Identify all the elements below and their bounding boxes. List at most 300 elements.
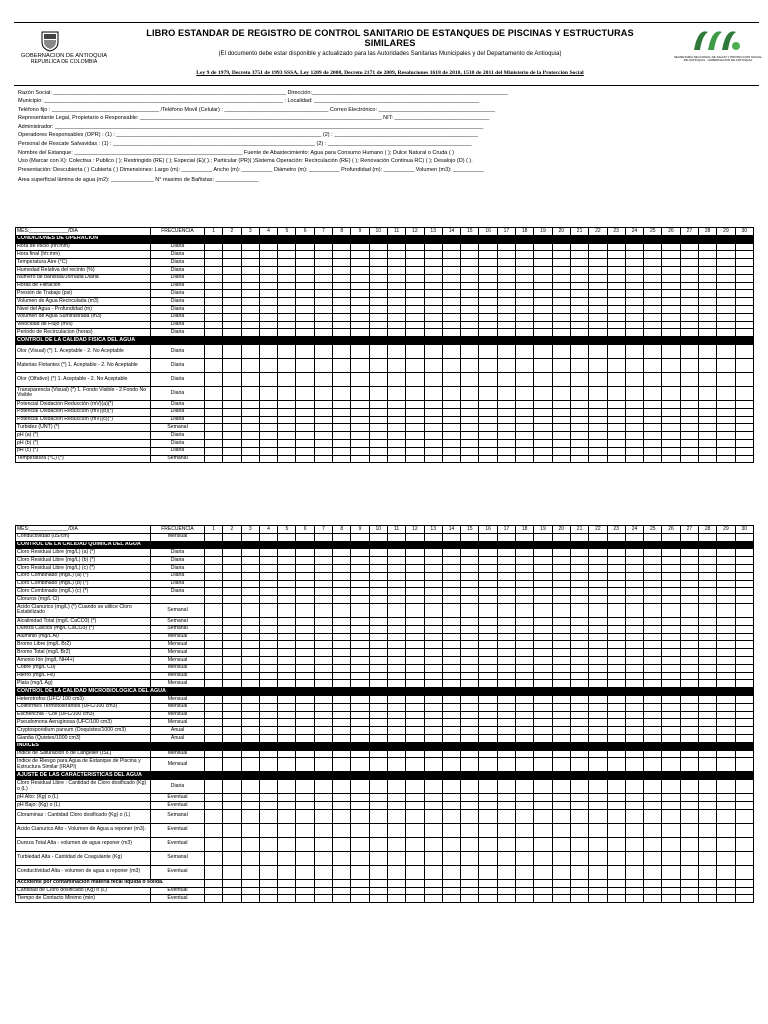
day-entry-cell[interactable] <box>241 290 259 298</box>
day-entry-cell[interactable] <box>625 580 643 588</box>
day-entry-cell[interactable] <box>406 837 424 851</box>
day-entry-cell[interactable] <box>369 617 387 625</box>
day-entry-cell[interactable] <box>424 298 442 306</box>
day-entry-cell[interactable] <box>278 596 296 604</box>
day-entry-cell[interactable] <box>461 416 479 424</box>
day-entry-cell[interactable] <box>662 344 680 358</box>
day-entry-cell[interactable] <box>442 564 460 572</box>
day-entry-cell[interactable] <box>497 243 515 251</box>
day-entry-cell[interactable] <box>497 656 515 664</box>
day-entry-cell[interactable] <box>552 329 570 337</box>
day-entry-cell[interactable] <box>333 680 351 688</box>
day-entry-cell[interactable] <box>461 823 479 837</box>
day-entry-cell[interactable] <box>735 865 753 879</box>
day-entry-cell[interactable] <box>296 895 314 903</box>
day-entry-cell[interactable] <box>424 734 442 742</box>
day-entry-cell[interactable] <box>278 329 296 337</box>
day-entry-cell[interactable] <box>369 649 387 657</box>
day-entry-cell[interactable] <box>369 794 387 802</box>
day-entry-cell[interactable] <box>570 400 588 408</box>
day-entry-cell[interactable] <box>406 851 424 865</box>
day-entry-cell[interactable] <box>662 641 680 649</box>
day-entry-cell[interactable] <box>259 408 277 416</box>
day-entry-cell[interactable] <box>662 243 680 251</box>
day-entry-cell[interactable] <box>241 703 259 711</box>
day-entry-cell[interactable] <box>241 649 259 657</box>
day-entry-cell[interactable] <box>442 243 460 251</box>
day-entry-cell[interactable] <box>516 887 534 895</box>
day-entry-cell[interactable] <box>241 865 259 879</box>
day-entry-cell[interactable] <box>461 344 479 358</box>
day-entry-cell[interactable] <box>296 274 314 282</box>
day-entry-cell[interactable] <box>333 432 351 440</box>
day-entry-cell[interactable] <box>314 780 332 794</box>
day-entry-cell[interactable] <box>461 703 479 711</box>
day-entry-cell[interactable] <box>699 266 717 274</box>
day-entry-cell[interactable] <box>259 588 277 596</box>
day-entry-cell[interactable] <box>296 282 314 290</box>
day-entry-cell[interactable] <box>570 656 588 664</box>
day-entry-cell[interactable] <box>296 801 314 809</box>
day-entry-cell[interactable] <box>333 879 351 887</box>
day-entry-cell[interactable] <box>479 455 497 463</box>
day-entry-cell[interactable] <box>259 617 277 625</box>
day-entry-cell[interactable] <box>497 408 515 416</box>
day-entry-cell[interactable] <box>662 298 680 306</box>
day-entry-cell[interactable] <box>387 432 405 440</box>
day-entry-cell[interactable] <box>461 664 479 672</box>
day-entry-cell[interactable] <box>644 851 662 865</box>
day-entry-cell[interactable] <box>644 734 662 742</box>
day-entry-cell[interactable] <box>680 794 698 802</box>
day-entry-cell[interactable] <box>259 447 277 455</box>
day-entry-cell[interactable] <box>534 321 552 329</box>
day-entry-cell[interactable] <box>589 801 607 809</box>
day-entry-cell[interactable] <box>296 727 314 735</box>
day-entry-cell[interactable] <box>534 416 552 424</box>
day-entry-cell[interactable] <box>644 274 662 282</box>
day-entry-cell[interactable] <box>717 617 735 625</box>
day-entry-cell[interactable] <box>259 549 277 557</box>
day-entry-cell[interactable] <box>625 557 643 565</box>
day-entry-cell[interactable] <box>461 386 479 400</box>
day-entry-cell[interactable] <box>351 851 369 865</box>
day-entry-cell[interactable] <box>278 372 296 386</box>
day-entry-cell[interactable] <box>314 727 332 735</box>
day-entry-cell[interactable] <box>644 344 662 358</box>
day-entry-cell[interactable] <box>314 588 332 596</box>
day-entry-cell[interactable] <box>461 580 479 588</box>
day-entry-cell[interactable] <box>223 266 241 274</box>
day-entry-cell[interactable] <box>607 274 625 282</box>
day-entry-cell[interactable] <box>442 837 460 851</box>
day-entry-cell[interactable] <box>369 386 387 400</box>
day-entry-cell[interactable] <box>296 432 314 440</box>
day-entry-cell[interactable] <box>699 603 717 617</box>
day-entry-cell[interactable] <box>424 243 442 251</box>
day-entry-cell[interactable] <box>625 358 643 372</box>
day-entry-cell[interactable] <box>259 727 277 735</box>
day-entry-cell[interactable] <box>589 290 607 298</box>
day-entry-cell[interactable] <box>205 455 223 463</box>
day-entry-cell[interactable] <box>534 695 552 703</box>
day-entry-cell[interactable] <box>479 580 497 588</box>
day-entry-cell[interactable] <box>699 801 717 809</box>
day-entry-cell[interactable] <box>314 711 332 719</box>
day-entry-cell[interactable] <box>735 549 753 557</box>
day-entry-cell[interactable] <box>314 680 332 688</box>
day-entry-cell[interactable] <box>625 837 643 851</box>
day-entry-cell[interactable] <box>570 719 588 727</box>
day-entry-cell[interactable] <box>644 432 662 440</box>
day-entry-cell[interactable] <box>406 274 424 282</box>
day-entry-cell[interactable] <box>387 549 405 557</box>
day-entry-cell[interactable] <box>333 580 351 588</box>
day-entry-cell[interactable] <box>589 794 607 802</box>
day-entry-cell[interactable] <box>717 734 735 742</box>
day-entry-cell[interactable] <box>662 695 680 703</box>
day-entry-cell[interactable] <box>534 603 552 617</box>
day-entry-cell[interactable] <box>406 580 424 588</box>
day-entry-cell[interactable] <box>406 887 424 895</box>
day-entry-cell[interactable] <box>333 750 351 758</box>
day-entry-cell[interactable] <box>680 780 698 794</box>
day-entry-cell[interactable] <box>479 617 497 625</box>
day-entry-cell[interactable] <box>479 703 497 711</box>
day-entry-cell[interactable] <box>497 432 515 440</box>
day-entry-cell[interactable] <box>516 672 534 680</box>
day-entry-cell[interactable] <box>662 386 680 400</box>
day-entry-cell[interactable] <box>680 879 698 887</box>
day-entry-cell[interactable] <box>570 313 588 321</box>
day-entry-cell[interactable] <box>625 596 643 604</box>
day-entry-cell[interactable] <box>607 695 625 703</box>
day-entry-cell[interactable] <box>205 358 223 372</box>
day-entry-cell[interactable] <box>479 416 497 424</box>
day-entry-cell[interactable] <box>662 329 680 337</box>
day-entry-cell[interactable] <box>205 801 223 809</box>
day-entry-cell[interactable] <box>205 372 223 386</box>
day-entry-cell[interactable] <box>625 727 643 735</box>
day-entry-cell[interactable] <box>680 447 698 455</box>
day-entry-cell[interactable] <box>589 711 607 719</box>
day-entry-cell[interactable] <box>735 358 753 372</box>
day-entry-cell[interactable] <box>662 564 680 572</box>
day-entry-cell[interactable] <box>424 664 442 672</box>
day-entry-cell[interactable] <box>699 557 717 565</box>
day-entry-cell[interactable] <box>205 823 223 837</box>
day-entry-cell[interactable] <box>625 656 643 664</box>
day-entry-cell[interactable] <box>223 432 241 440</box>
day-entry-cell[interactable] <box>717 329 735 337</box>
day-entry-cell[interactable] <box>534 455 552 463</box>
day-entry-cell[interactable] <box>735 251 753 259</box>
day-entry-cell[interactable] <box>516 298 534 306</box>
day-entry-cell[interactable] <box>351 580 369 588</box>
day-entry-cell[interactable] <box>406 794 424 802</box>
day-entry-cell[interactable] <box>534 596 552 604</box>
day-entry-cell[interactable] <box>680 895 698 903</box>
day-entry-cell[interactable] <box>717 641 735 649</box>
day-entry-cell[interactable] <box>717 549 735 557</box>
day-entry-cell[interactable] <box>479 274 497 282</box>
day-entry-cell[interactable] <box>406 588 424 596</box>
day-entry-cell[interactable] <box>735 664 753 672</box>
day-entry-cell[interactable] <box>406 408 424 416</box>
day-entry-cell[interactable] <box>699 432 717 440</box>
day-entry-cell[interactable] <box>351 801 369 809</box>
day-entry-cell[interactable] <box>552 408 570 416</box>
day-entry-cell[interactable] <box>662 895 680 903</box>
day-entry-cell[interactable] <box>497 672 515 680</box>
day-entry-cell[interactable] <box>241 400 259 408</box>
day-entry-cell[interactable] <box>241 617 259 625</box>
day-entry-cell[interactable] <box>223 656 241 664</box>
day-entry-cell[interactable] <box>625 439 643 447</box>
day-entry-cell[interactable] <box>296 649 314 657</box>
day-entry-cell[interactable] <box>717 266 735 274</box>
day-entry-cell[interactable] <box>424 251 442 259</box>
day-entry-cell[interactable] <box>717 703 735 711</box>
day-entry-cell[interactable] <box>607 266 625 274</box>
day-entry-cell[interactable] <box>479 313 497 321</box>
day-entry-cell[interactable] <box>644 408 662 416</box>
day-entry-cell[interactable] <box>369 656 387 664</box>
day-entry-cell[interactable] <box>241 329 259 337</box>
day-entry-cell[interactable] <box>735 424 753 432</box>
day-entry-cell[interactable] <box>625 750 643 758</box>
day-entry-cell[interactable] <box>534 588 552 596</box>
day-entry-cell[interactable] <box>333 809 351 823</box>
day-entry-cell[interactable] <box>205 695 223 703</box>
day-entry-cell[interactable] <box>387 400 405 408</box>
day-entry-cell[interactable] <box>223 734 241 742</box>
day-entry-cell[interactable] <box>570 266 588 274</box>
day-entry-cell[interactable] <box>516 580 534 588</box>
day-entry-cell[interactable] <box>223 809 241 823</box>
day-entry-cell[interactable] <box>223 282 241 290</box>
day-entry-cell[interactable] <box>680 596 698 604</box>
day-entry-cell[interactable] <box>699 617 717 625</box>
day-entry-cell[interactable] <box>333 564 351 572</box>
day-entry-cell[interactable] <box>625 823 643 837</box>
day-entry-cell[interactable] <box>333 695 351 703</box>
day-entry-cell[interactable] <box>570 329 588 337</box>
day-entry-cell[interactable] <box>717 780 735 794</box>
day-entry-cell[interactable] <box>644 549 662 557</box>
day-entry-cell[interactable] <box>296 823 314 837</box>
day-entry-cell[interactable] <box>406 386 424 400</box>
day-entry-cell[interactable] <box>497 711 515 719</box>
day-entry-cell[interactable] <box>552 274 570 282</box>
day-entry-cell[interactable] <box>607 596 625 604</box>
day-entry-cell[interactable] <box>278 837 296 851</box>
day-entry-cell[interactable] <box>680 329 698 337</box>
day-entry-cell[interactable] <box>424 266 442 274</box>
day-entry-cell[interactable] <box>680 703 698 711</box>
day-entry-cell[interactable] <box>589 672 607 680</box>
day-entry-cell[interactable] <box>333 329 351 337</box>
day-entry-cell[interactable] <box>662 557 680 565</box>
day-entry-cell[interactable] <box>278 251 296 259</box>
day-entry-cell[interactable] <box>735 734 753 742</box>
day-entry-cell[interactable] <box>735 758 753 772</box>
day-entry-cell[interactable] <box>735 274 753 282</box>
day-entry-cell[interactable] <box>552 851 570 865</box>
day-entry-cell[interactable] <box>351 321 369 329</box>
day-entry-cell[interactable] <box>625 266 643 274</box>
day-entry-cell[interactable] <box>369 243 387 251</box>
day-entry-cell[interactable] <box>662 455 680 463</box>
day-entry-cell[interactable] <box>241 274 259 282</box>
day-entry-cell[interactable] <box>241 801 259 809</box>
day-entry-cell[interactable] <box>662 313 680 321</box>
day-entry-cell[interactable] <box>534 372 552 386</box>
day-entry-cell[interactable] <box>735 633 753 641</box>
day-entry-cell[interactable] <box>662 727 680 735</box>
day-entry-cell[interactable] <box>516 439 534 447</box>
day-entry-cell[interactable] <box>552 447 570 455</box>
day-entry-cell[interactable] <box>387 633 405 641</box>
day-entry-cell[interactable] <box>479 251 497 259</box>
day-entry-cell[interactable] <box>461 251 479 259</box>
day-entry-cell[interactable] <box>333 259 351 267</box>
day-entry-cell[interactable] <box>406 879 424 887</box>
day-entry-cell[interactable] <box>479 664 497 672</box>
day-entry-cell[interactable] <box>205 703 223 711</box>
day-entry-cell[interactable] <box>516 588 534 596</box>
day-entry-cell[interactable] <box>387 439 405 447</box>
day-entry-cell[interactable] <box>442 447 460 455</box>
day-entry-cell[interactable] <box>296 719 314 727</box>
day-entry-cell[interactable] <box>424 580 442 588</box>
day-entry-cell[interactable] <box>333 617 351 625</box>
day-entry-cell[interactable] <box>387 313 405 321</box>
day-entry-cell[interactable] <box>314 572 332 580</box>
day-entry-cell[interactable] <box>735 386 753 400</box>
form-line[interactable]: Area superficial lámina de agua (m2): ______________ N° maximo de Bañistas: ______________ <box>18 177 259 183</box>
day-entry-cell[interactable] <box>424 719 442 727</box>
day-entry-cell[interactable] <box>278 344 296 358</box>
day-entry-cell[interactable] <box>351 416 369 424</box>
day-entry-cell[interactable] <box>333 455 351 463</box>
day-entry-cell[interactable] <box>699 321 717 329</box>
day-entry-cell[interactable] <box>479 243 497 251</box>
form-line[interactable]: Personal de Rescate Salvavidas : (1) : __________________________________________________________________ (2) : _______________________________________________ <box>18 141 472 147</box>
day-entry-cell[interactable] <box>314 251 332 259</box>
day-entry-cell[interactable] <box>717 439 735 447</box>
day-entry-cell[interactable] <box>699 290 717 298</box>
day-entry-cell[interactable] <box>333 424 351 432</box>
day-entry-cell[interactable] <box>552 625 570 633</box>
day-entry-cell[interactable] <box>205 879 223 887</box>
day-entry-cell[interactable] <box>680 424 698 432</box>
day-entry-cell[interactable] <box>314 672 332 680</box>
day-entry-cell[interactable] <box>479 895 497 903</box>
day-entry-cell[interactable] <box>442 344 460 358</box>
day-entry-cell[interactable] <box>497 572 515 580</box>
day-entry-cell[interactable] <box>552 372 570 386</box>
day-entry-cell[interactable] <box>680 549 698 557</box>
day-entry-cell[interactable] <box>442 557 460 565</box>
day-entry-cell[interactable] <box>534 617 552 625</box>
day-entry-cell[interactable] <box>699 329 717 337</box>
day-entry-cell[interactable] <box>314 372 332 386</box>
day-entry-cell[interactable] <box>387 801 405 809</box>
day-entry-cell[interactable] <box>241 656 259 664</box>
day-entry-cell[interactable] <box>461 564 479 572</box>
day-entry-cell[interactable] <box>607 386 625 400</box>
day-entry-cell[interactable] <box>424 372 442 386</box>
day-entry-cell[interactable] <box>333 386 351 400</box>
day-entry-cell[interactable] <box>461 439 479 447</box>
day-entry-cell[interactable] <box>369 837 387 851</box>
day-entry-cell[interactable] <box>699 727 717 735</box>
day-entry-cell[interactable] <box>662 572 680 580</box>
day-entry-cell[interactable] <box>625 400 643 408</box>
day-entry-cell[interactable] <box>552 344 570 358</box>
day-entry-cell[interactable] <box>516 424 534 432</box>
day-entry-cell[interactable] <box>278 416 296 424</box>
day-entry-cell[interactable] <box>552 416 570 424</box>
day-entry-cell[interactable] <box>699 564 717 572</box>
day-entry-cell[interactable] <box>424 305 442 313</box>
day-entry-cell[interactable] <box>333 758 351 772</box>
day-entry-cell[interactable] <box>607 703 625 711</box>
day-entry-cell[interactable] <box>552 305 570 313</box>
day-entry-cell[interactable] <box>387 447 405 455</box>
day-entry-cell[interactable] <box>534 672 552 680</box>
day-entry-cell[interactable] <box>625 408 643 416</box>
day-entry-cell[interactable] <box>223 887 241 895</box>
day-entry-cell[interactable] <box>552 603 570 617</box>
day-entry-cell[interactable] <box>680 358 698 372</box>
day-entry-cell[interactable] <box>424 603 442 617</box>
day-entry-cell[interactable] <box>278 680 296 688</box>
day-entry-cell[interactable] <box>387 649 405 657</box>
day-entry-cell[interactable] <box>387 416 405 424</box>
day-entry-cell[interactable] <box>241 549 259 557</box>
day-entry-cell[interactable] <box>735 680 753 688</box>
day-entry-cell[interactable] <box>314 564 332 572</box>
day-entry-cell[interactable] <box>406 680 424 688</box>
day-entry-cell[interactable] <box>223 680 241 688</box>
day-entry-cell[interactable] <box>589 243 607 251</box>
day-entry-cell[interactable] <box>351 557 369 565</box>
day-entry-cell[interactable] <box>278 823 296 837</box>
day-entry-cell[interactable] <box>516 432 534 440</box>
day-entry-cell[interactable] <box>497 823 515 837</box>
day-entry-cell[interactable] <box>552 313 570 321</box>
day-entry-cell[interactable] <box>625 780 643 794</box>
day-entry-cell[interactable] <box>534 266 552 274</box>
day-entry-cell[interactable] <box>589 408 607 416</box>
day-entry-cell[interactable] <box>406 432 424 440</box>
day-entry-cell[interactable] <box>333 633 351 641</box>
day-entry-cell[interactable] <box>479 823 497 837</box>
day-entry-cell[interactable] <box>479 649 497 657</box>
day-entry-cell[interactable] <box>534 680 552 688</box>
day-entry-cell[interactable] <box>333 533 351 541</box>
day-entry-cell[interactable] <box>205 895 223 903</box>
day-entry-cell[interactable] <box>534 274 552 282</box>
month-day-label[interactable]: MES:______________/DIA <box>16 228 151 236</box>
day-entry-cell[interactable] <box>387 455 405 463</box>
day-entry-cell[interactable] <box>442 649 460 657</box>
day-entry-cell[interactable] <box>205 672 223 680</box>
day-entry-cell[interactable] <box>461 274 479 282</box>
day-entry-cell[interactable] <box>424 641 442 649</box>
